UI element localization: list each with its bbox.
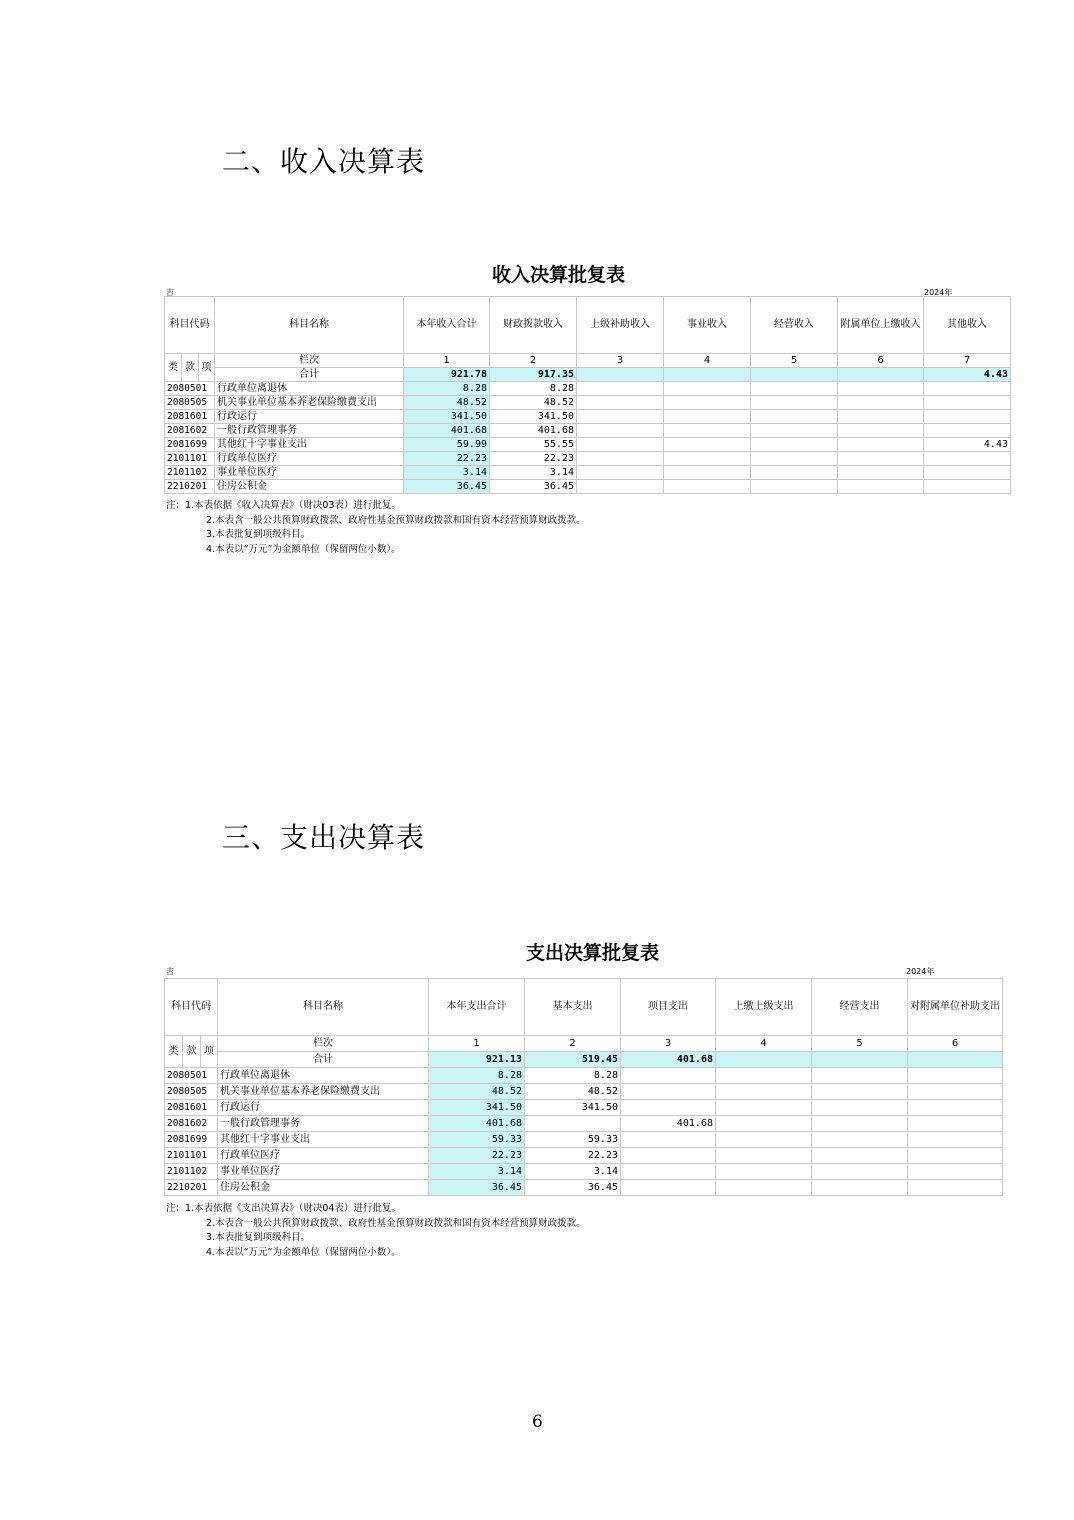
subject-code: 2081699 [165,1132,218,1148]
value-cell [577,452,664,466]
subject-name: 行政单位医疗 [215,452,404,466]
note-line: 注：1.本表依据《支出决算表》（财决04表）进行批复。 [166,1203,401,1214]
value-cell [812,1116,908,1132]
value-cell: 55.55 [490,438,577,452]
table-row [165,1084,1003,1100]
subject-code: 2101102 [165,466,215,480]
expense-section-heading: 三、支出决算表 [222,821,426,854]
table-row [165,1164,1003,1180]
value-cell: 401.68 [490,424,577,438]
income-org-label: 吉 [166,288,174,297]
value-cell [751,438,838,452]
note-line: 4.本表以“万元”为金额单位（保留两位小数）。 [206,1246,401,1258]
value-cell [908,1180,1003,1196]
total-cell [908,1052,1003,1068]
subject-code: 2081699 [165,438,215,452]
table-row [165,1116,1003,1132]
value-cell: 36.45 [404,480,490,494]
value-cell: 341.50 [490,410,577,424]
header-cell: 上缴上级支出 [716,979,812,1036]
subject-code: 2080501 [165,1068,218,1084]
value-cell: 48.52 [525,1084,621,1100]
subject-code: 2081601 [165,410,215,424]
value-cell [577,438,664,452]
total-cell: 921.78 [404,368,490,382]
header-cell-name: 科目名称 [215,297,404,354]
lanci-cell: 5 [812,1036,908,1052]
value-cell [664,480,751,494]
subject-name: 机关事业单位基本养老保险缴费支出 [215,396,404,410]
header-cell: 基本支出 [525,979,621,1036]
value-cell [525,1116,621,1132]
total-label: 合计 [215,368,404,382]
header-cell: 本年收入合计 [404,297,490,354]
value-cell [716,1164,812,1180]
header-row [165,297,1011,354]
income-year-label: 2024年 [924,288,953,297]
value-cell [838,382,924,396]
value-cell [838,424,924,438]
value-cell: 341.50 [429,1100,525,1116]
value-cell [908,1132,1003,1148]
value-cell [716,1148,812,1164]
value-cell [577,480,664,494]
table-row [165,1068,1003,1084]
subject-name: 机关事业单位基本养老保险缴费支出 [218,1084,429,1100]
value-cell: 8.28 [490,382,577,396]
total-cell [716,1052,812,1068]
value-cell [621,1132,716,1148]
note-line: 3.本表批复到项级科目。 [206,529,311,540]
table-row [165,480,1011,494]
value-cell [838,410,924,424]
value-cell [838,396,924,410]
expense-year-label: 2024年 [906,967,935,976]
value-cell [812,1100,908,1116]
value-cell [751,480,838,494]
lanci-cell: 2 [525,1036,621,1052]
subject-name: 行政单位离退休 [218,1068,429,1084]
total-cell: 917.35 [490,368,577,382]
note-line: 注：1.本表依据《收入决算表》（财决03表）进行批复。 [166,500,401,511]
expense-notes [166,1202,586,1260]
subject-name: 一般行政管理事务 [215,424,404,438]
note-line: 4.本表以“万元”为金额单位（保留两位小数）。 [206,543,401,555]
subject-name: 住房公积金 [215,480,404,494]
lanci-cell: 2 [490,354,577,368]
subject-name: 事业单位医疗 [218,1164,429,1180]
header-cell-code: 科目代码 [165,297,215,354]
header-cell: 上级补助收入 [577,297,664,354]
subject-name: 住房公积金 [218,1180,429,1196]
table-row [165,1100,1003,1116]
value-cell [664,466,751,480]
sub-col-label: 项 [201,1036,218,1068]
value-cell [924,480,1011,494]
value-cell: 341.50 [525,1100,621,1116]
table-row [165,382,1011,396]
value-cell [577,410,664,424]
table-row [165,466,1011,480]
value-cell [924,466,1011,480]
lanci-row [165,1036,1003,1052]
total-cell: 921.13 [429,1052,525,1068]
page-number: 6 [532,1412,543,1432]
header-cell: 项目支出 [621,979,716,1036]
value-cell [577,466,664,480]
lanci-cell: 6 [908,1036,1003,1052]
value-cell [812,1148,908,1164]
value-cell [812,1084,908,1100]
header-cell-name: 科目名称 [218,979,429,1036]
header-cell: 对附属单位补助支出 [908,979,1003,1036]
subject-code: 2080505 [165,1084,218,1100]
expense-table [164,978,1003,1196]
value-cell [751,466,838,480]
value-cell: 48.52 [404,396,490,410]
value-cell: 341.50 [404,410,490,424]
value-cell [664,438,751,452]
value-cell: 8.28 [525,1068,621,1084]
value-cell [924,424,1011,438]
note-line: 3.本表批复到项级科目。 [206,1232,311,1243]
value-cell [924,410,1011,424]
total-cell [751,368,838,382]
value-cell: 8.28 [429,1068,525,1084]
subject-code: 2081602 [165,424,215,438]
value-cell [577,382,664,396]
value-cell: 4.43 [924,438,1011,452]
value-cell [751,452,838,466]
value-cell: 22.23 [525,1148,621,1164]
note-line: 2.本表含一般公共预算财政拨款、政府性基金预算财政拨款和国有资本经营预算财政拨款。 [206,514,586,526]
lanci-label: 栏次 [215,354,404,368]
total-row [165,368,1011,382]
header-cell: 经营收入 [751,297,838,354]
value-cell: 401.68 [404,424,490,438]
total-cell [812,1052,908,1068]
header-cell: 附属单位上缴收入 [838,297,924,354]
value-cell [716,1132,812,1148]
subject-code: 2101102 [165,1164,218,1180]
total-label: 合计 [218,1052,429,1068]
expense-table-title: 支出决算批复表 [526,942,660,964]
value-cell [716,1100,812,1116]
sub-col-label: 类 [165,1036,183,1068]
value-cell: 401.68 [429,1116,525,1132]
lanci-label: 栏次 [218,1036,429,1052]
header-cell: 本年支出合计 [429,979,525,1036]
value-cell [924,452,1011,466]
value-cell [577,396,664,410]
value-cell: 22.23 [490,452,577,466]
total-cell [838,368,924,382]
value-cell [621,1180,716,1196]
lanci-cell: 3 [577,354,664,368]
note-line: 2.本表含一般公共预算财政拨款、政府性基金预算财政拨款和国有资本经营预算财政拨款。 [206,1217,586,1229]
value-cell [924,382,1011,396]
value-cell [716,1084,812,1100]
table-row [165,424,1011,438]
total-cell: 401.68 [621,1052,716,1068]
value-cell: 36.45 [429,1180,525,1196]
value-cell [838,452,924,466]
lanci-cell: 3 [621,1036,716,1052]
value-cell [664,410,751,424]
value-cell [812,1068,908,1084]
subject-name: 行政单位离退休 [215,382,404,396]
subject-code: 2210201 [165,1180,218,1196]
table-row [165,1180,1003,1196]
subject-name: 其他红十字事业支出 [218,1132,429,1148]
subject-name: 其他红十字事业支出 [215,438,404,452]
value-cell [716,1116,812,1132]
subject-code: 2081602 [165,1116,218,1132]
value-cell [908,1100,1003,1116]
total-cell [577,368,664,382]
subject-name: 一般行政管理事务 [218,1116,429,1132]
total-cell: 519.45 [525,1052,621,1068]
expense-org-label: 吉 [166,967,174,976]
value-cell [751,382,838,396]
table-row [165,396,1011,410]
income-section-heading: 二、收入决算表 [222,145,426,178]
lanci-row [165,354,1011,368]
subject-code: 2101101 [165,452,215,466]
value-cell: 59.99 [404,438,490,452]
value-cell [621,1084,716,1100]
sub-col-label: 款 [183,1036,201,1068]
value-cell [716,1180,812,1196]
table-row [165,410,1011,424]
lanci-cell: 4 [664,354,751,368]
value-cell [812,1164,908,1180]
value-cell [751,410,838,424]
value-cell [838,480,924,494]
header-cell-code: 科目代码 [165,979,218,1036]
value-cell [621,1068,716,1084]
value-cell [838,438,924,452]
value-cell: 36.45 [490,480,577,494]
value-cell: 8.28 [404,382,490,396]
value-cell: 3.14 [525,1164,621,1180]
sub-col-label: 类 [165,354,182,382]
table-row [165,1148,1003,1164]
subject-name: 行政运行 [218,1100,429,1116]
value-cell [812,1180,908,1196]
value-cell: 59.33 [525,1132,621,1148]
table-row [165,438,1011,452]
subject-code: 2210201 [165,480,215,494]
sub-col-label: 项 [199,354,215,382]
header-cell: 事业收入 [664,297,751,354]
subject-code: 2080501 [165,382,215,396]
value-cell [621,1100,716,1116]
lanci-cell: 7 [924,354,1011,368]
lanci-cell: 5 [751,354,838,368]
value-cell: 36.45 [525,1180,621,1196]
value-cell [716,1068,812,1084]
value-cell [812,1132,908,1148]
subject-name: 行政运行 [215,410,404,424]
value-cell: 48.52 [490,396,577,410]
header-cell: 财政拨款收入 [490,297,577,354]
value-cell [838,466,924,480]
total-cell: 4.43 [924,368,1011,382]
value-cell [751,424,838,438]
value-cell: 401.68 [621,1116,716,1132]
income-table [164,296,1011,494]
value-cell [908,1148,1003,1164]
value-cell [577,424,664,438]
header-row [165,979,1003,1036]
value-cell [664,382,751,396]
value-cell: 3.14 [404,466,490,480]
table-row [165,1132,1003,1148]
value-cell: 22.23 [429,1148,525,1164]
value-cell [908,1068,1003,1084]
value-cell: 48.52 [429,1084,525,1100]
header-cell: 经营支出 [812,979,908,1036]
subject-code: 2101101 [165,1148,218,1164]
lanci-cell: 1 [404,354,490,368]
value-cell [664,396,751,410]
value-cell [621,1164,716,1180]
value-cell: 3.14 [429,1164,525,1180]
value-cell [664,452,751,466]
value-cell [908,1084,1003,1100]
total-cell [664,368,751,382]
value-cell [924,396,1011,410]
subject-code: 2080505 [165,396,215,410]
total-row [165,1052,1003,1068]
value-cell: 3.14 [490,466,577,480]
value-cell [908,1116,1003,1132]
lanci-cell: 4 [716,1036,812,1052]
subject-code: 2081601 [165,1100,218,1116]
sub-col-label: 款 [182,354,199,382]
value-cell [751,396,838,410]
value-cell [621,1148,716,1164]
value-cell [664,424,751,438]
value-cell: 59.33 [429,1132,525,1148]
lanci-cell: 6 [838,354,924,368]
value-cell: 22.23 [404,452,490,466]
table-row [165,452,1011,466]
value-cell [908,1164,1003,1180]
subject-name: 行政单位医疗 [218,1148,429,1164]
income-table-title: 收入决算批复表 [492,264,626,286]
subject-name: 事业单位医疗 [215,466,404,480]
header-cell: 其他收入 [924,297,1011,354]
income-notes [166,499,586,557]
lanci-cell: 1 [429,1036,525,1052]
